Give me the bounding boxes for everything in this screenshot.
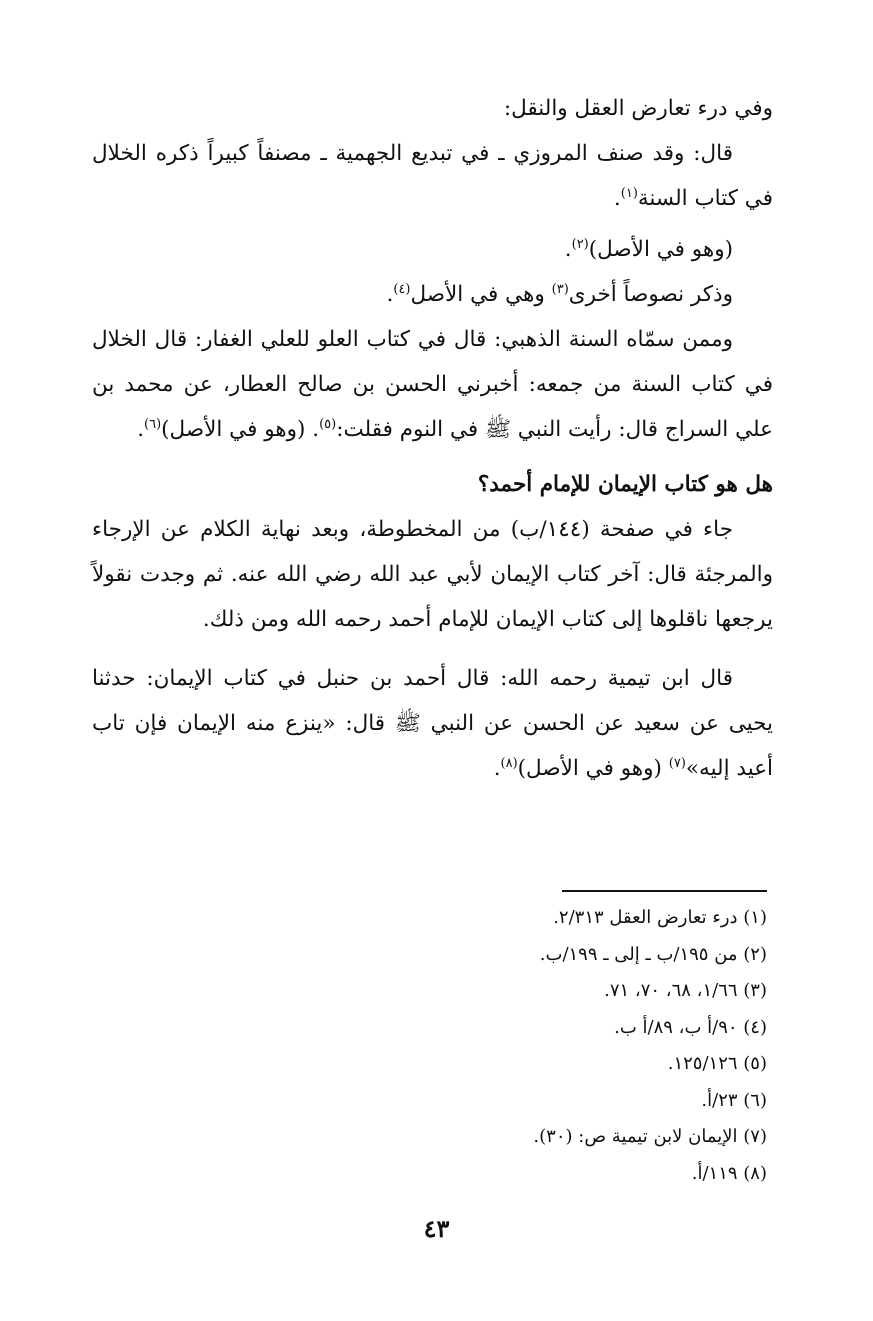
footnotes [92, 900, 767, 1192]
paragraph-marwazi [92, 131, 773, 221]
line-other-texts-end: . [386, 282, 394, 307]
paragraph-dhahabi-end: . [137, 417, 145, 442]
main-text [92, 86, 773, 791]
intro-line [92, 86, 773, 131]
footnote-6: (٦) ٢٣/أ. [701, 1089, 767, 1111]
intro-line-text: وفي درء تعارض العقل والنقل: [503, 96, 773, 121]
footnote-1: (١) درء تعارض العقل ٢/٣١٣. [553, 907, 767, 928]
footnote-ref-2[interactable]: (٢) [571, 236, 589, 252]
footnote-5: (٥) ١٢٥/١٢٦. [667, 1053, 767, 1074]
page-number: ٤٣ [423, 1214, 450, 1243]
footnote-ref-7[interactable]: (٧) [668, 755, 686, 771]
paragraph-dhahabi-text: وممن سمّاه السنة الذهبي: قال في كتاب العلو للعلي الغفار: قال الخلال في كتاب السنة من جمعه: أخبرني الحسن بن صالح العطار، عن محمد بن علي السراج قال: رأيت النبي ﷺ في النوم فقلت: [92, 327, 773, 442]
footnote-8: (٨) ١١٩/أ. [691, 1162, 767, 1184]
paragraph-dhahabi-b: . (وهو في الأصل) [161, 417, 320, 442]
footnote-ref-3[interactable]: (٣) [551, 281, 569, 297]
footnote-ref-8[interactable]: (٨) [500, 755, 518, 771]
footnote-ref-6[interactable]: (٦) [144, 416, 162, 432]
paragraph-ibn-taymiyya-end: . [493, 756, 501, 781]
footnote-4: (٤) ٩٠/أ ب، ٨٩/أ ب. [614, 1016, 767, 1038]
paragraph-ibn-taymiyya-text: قال ابن تيمية رحمه الله: قال أحمد بن حنبل في كتاب الإيمان: حدثنا يحيى عن سعيد عن الحسن عن النبي ﷺ قال: «ينزع منه الإيمان فإن تاب أعيد إليه» [92, 666, 773, 781]
footnote-2: (٢) من ١٩٥/ب ـ إلى ـ ١٩٩/ب. [539, 943, 767, 965]
line-other-texts-b: وهي في الأصل [410, 282, 552, 307]
line-in-original-end: . [564, 237, 572, 262]
footnote-ref-5[interactable]: (٥) [319, 416, 337, 432]
paragraph-ibn-taymiyya-b: (وهو في الأصل) [517, 756, 669, 781]
line-in-original-text: (وهو في الأصل) [588, 237, 733, 262]
section-heading: هل هو كتاب الإيمان للإمام أحمد؟ [477, 472, 773, 497]
line-other-texts [92, 272, 773, 317]
footnote-7: (٧) الإيمان لابن تيمية ص: (٣٠). [533, 1126, 767, 1147]
footnote-ref-1[interactable]: (١) [620, 185, 638, 201]
footnote-separator [562, 890, 767, 892]
footnote-ref-4[interactable]: (٤) [393, 281, 411, 297]
paragraph-marwazi-end: . [613, 186, 621, 211]
line-in-original [92, 227, 773, 272]
paragraph-dhahabi [92, 317, 773, 452]
paragraph-ibn-taymiyya [92, 656, 773, 791]
paragraph-manuscript: جاء في صفحة (١٤٤/ب) من المخطوطة، وبعد نهاية الكلام عن الإرجاء والمرجئة قال: آخر كتاب الإيمان لأبي عبد الله رضي الله عنه. ثم وجدت نقولاً يرجعها ناقلوها إلى كتاب الإيمان للإمام أحمد رحمه الله ومن ذلك. [92, 517, 773, 632]
paragraph-marwazi-text: قال: وقد صنف المروزي ـ في تبديع الجهمية ـ مصنفاً كبيراً ذكره الخلال في كتاب السنة [92, 141, 773, 211]
footnote-3: (٣) ١/٦٦، ٦٨، ٧٠، ٧١. [604, 980, 767, 1001]
line-other-texts-a: وذكر نصوصاً أخرى [568, 282, 733, 307]
